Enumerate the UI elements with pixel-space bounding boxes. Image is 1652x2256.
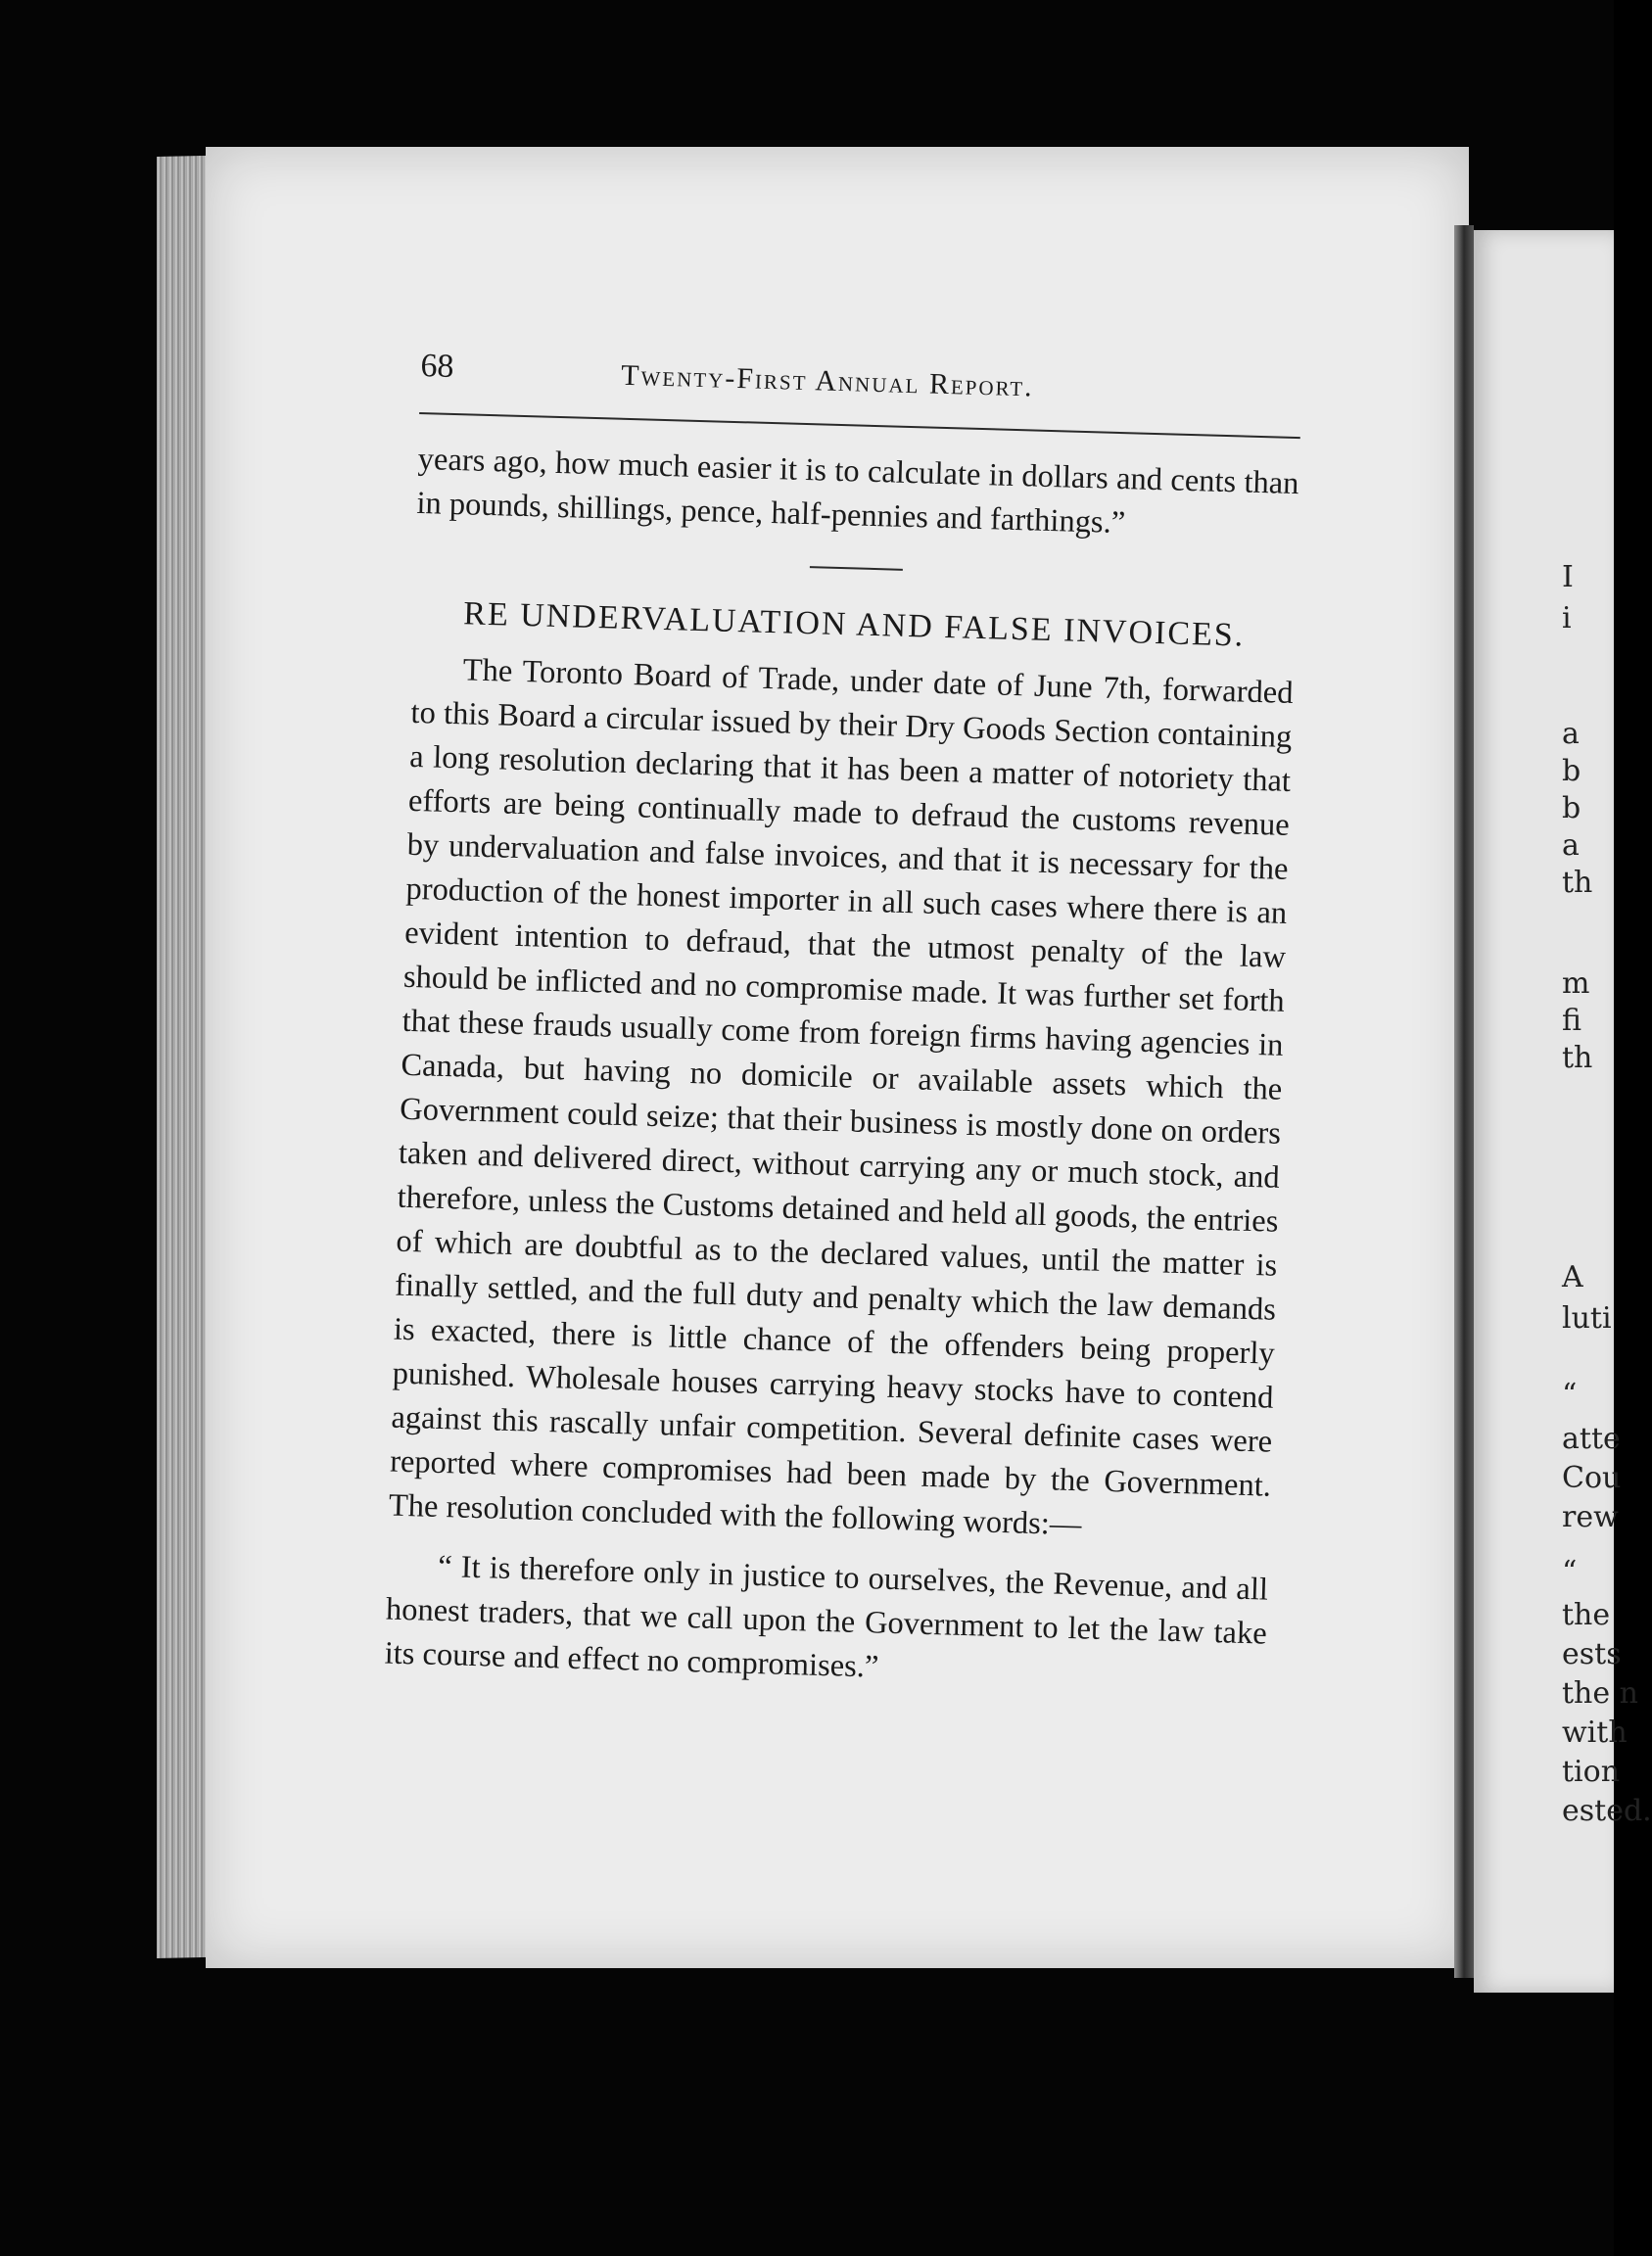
adjacent-fragment: I [1562, 560, 1574, 594]
adjacent-fragment: the [1562, 1598, 1611, 1632]
page-number: 68 [419, 348, 454, 385]
section-heading: RE UNDERVALUATION AND FALSE INVOICES. [462, 595, 1246, 654]
adjacent-fragment: b [1562, 754, 1581, 788]
adjacent-fragment: tion [1562, 1755, 1621, 1789]
adjacent-fragment: th [1562, 866, 1593, 900]
page-text-column [384, 348, 1302, 1701]
adjacent-fragment: atte [1562, 1422, 1621, 1456]
adjacent-fragment: i [1562, 601, 1572, 635]
adjacent-fragment: b [1562, 791, 1581, 825]
running-title: Twenty-First Annual Report. [620, 358, 1035, 403]
opening-paragraph: years ago, how much easier it is to calculate in dollars and cents than in pounds, shillings, pence, half-pennies and farthings.” [416, 441, 1299, 541]
adjacent-fragment: A [1562, 1260, 1583, 1294]
adjacent-fragment: m [1562, 966, 1590, 1001]
adjacent-page [1474, 230, 1652, 1993]
adjacent-fragment: rew [1562, 1500, 1619, 1534]
resolution-quote: “ It is therefore only in justice to ourselves, the Revenue, and all honest traders, that we call upon the Government to let the law take its course and effect no compromises.” [384, 1548, 1269, 1685]
adjacent-fragment: “ [1562, 1378, 1578, 1412]
adjacent-fragment: fi [1562, 1004, 1582, 1038]
adjacent-fragment: “ [1562, 1555, 1578, 1589]
adjacent-fragment: the n [1562, 1676, 1638, 1711]
adjacent-fragment: a [1562, 828, 1580, 863]
section-divider [809, 566, 902, 571]
adjacent-fragment: Cou [1562, 1461, 1622, 1495]
adjacent-fragment: th [1562, 1041, 1593, 1075]
adjacent-fragment: luti [1562, 1301, 1612, 1336]
adjacent-fragment: with [1562, 1716, 1628, 1750]
book-binding [1454, 225, 1474, 1978]
adjacent-fragment: a [1562, 717, 1580, 751]
section-body-paragraph: The Toronto Board of Trade, under date of June 7th, forwarded to this Board a circular issued by their Dry Goods Section containing a long resolution declaring that it has been a matter of notoriety that efforts are being continually made to defraud the customs revenue by undervaluation and false invoices, and that it is necessary for the production of the honest importer in all such cases where there is an evident intention to defraud, that the utmost penalty of the law should be inflicted and no compromise made. It was further set forth that these frauds usually come from foreign firms having agencies in Canada, but having no domicile or available assets which the Government could seize; that their business is mostly done on orders taken and delivered direct, without carrying any or much stock, and therefore, unless the Customs detained and held all goods, the entries of which are doubtful as to the declared values, until the matter is finally settled, and the full duty and penalty which the law demands is exacted, there is little chance of the offenders being properly punished. Wholesale houses carrying heavy stocks have to contend against this rascally unfair competition. Several definite cases were reported where compromises had been made by the Government. The resolution concluded with the following words:— [388, 652, 1294, 1543]
adjacent-fragment: ested. [1562, 1794, 1652, 1828]
adjacent-fragment: ests [1562, 1637, 1622, 1671]
